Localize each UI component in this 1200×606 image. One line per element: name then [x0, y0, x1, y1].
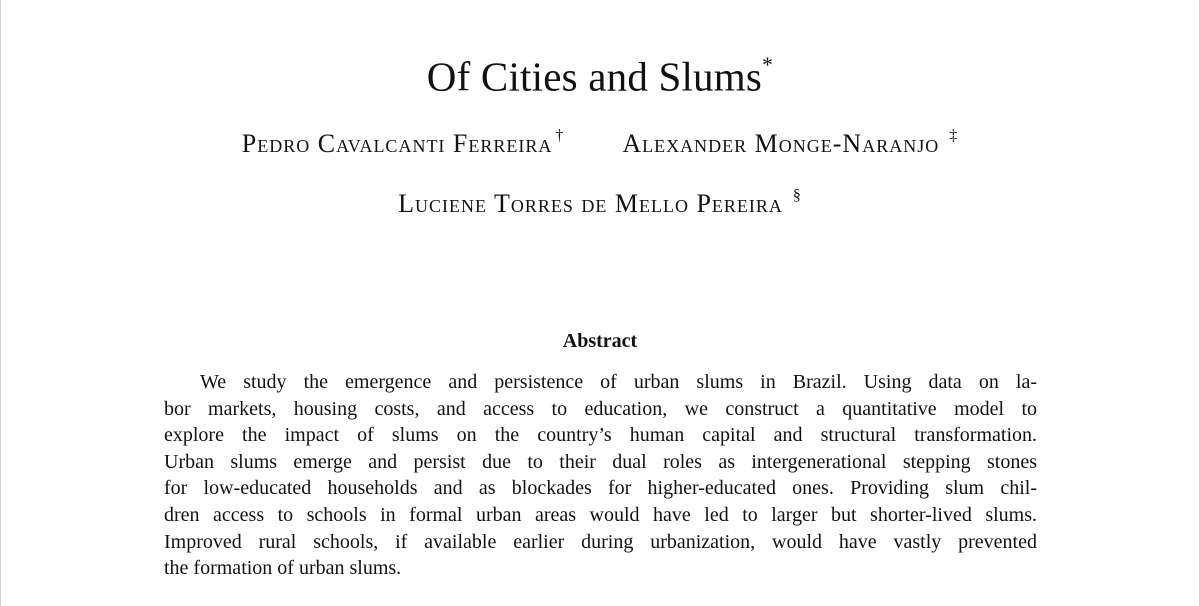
abstract-line: Urban slums emerge and persist due to their dual roles as intergenerational stepping stones: [164, 450, 1037, 473]
abstract-body: [164, 369, 1037, 582]
title-text: Of Cities and Slums: [426, 53, 763, 100]
author-2: [622, 128, 958, 164]
authors-row-1: [1, 128, 1199, 164]
authors-row-2: [1, 188, 1199, 224]
paper-title: [1, 44, 1199, 102]
abstract-line: for low-educated households and as blockades for higher-educated ones. Providing slum chil-: [164, 477, 1037, 500]
author-name: Pedro Cavalcanti Ferreira: [241, 129, 553, 158]
author-name: Luciene Torres de Mello Pereira: [398, 189, 783, 218]
abstract-line: Improved rural schools, if available earlier during urbanization, would have vastly prevented: [164, 530, 1037, 553]
title-footnote-mark: *: [762, 52, 774, 77]
abstract-line: the formation of urban slums.: [164, 557, 402, 580]
author-footnote-mark: ‡: [949, 127, 959, 144]
author-name: Alexander Monge-Naranjo: [622, 129, 940, 158]
author-3: [398, 188, 802, 224]
author-footnote-mark: §: [792, 187, 802, 204]
abstract-line: explore the impact of slums on the country’s human capital and structural transformation.: [164, 424, 1037, 447]
author-footnote-mark: †: [555, 127, 565, 144]
abstract-line: We study the emergence and persistence of urban slums in Brazil. Using data on la-: [200, 371, 1037, 393]
abstract-heading: Abstract: [562, 330, 638, 352]
abstract-line: dren access to schools in formal urban areas would have led to larger but shorter-lived slums.: [164, 503, 1037, 526]
author-1: [242, 128, 565, 164]
abstract-line: bor markets, housing costs, and access to education, we construct a quantitative model to: [164, 397, 1037, 420]
